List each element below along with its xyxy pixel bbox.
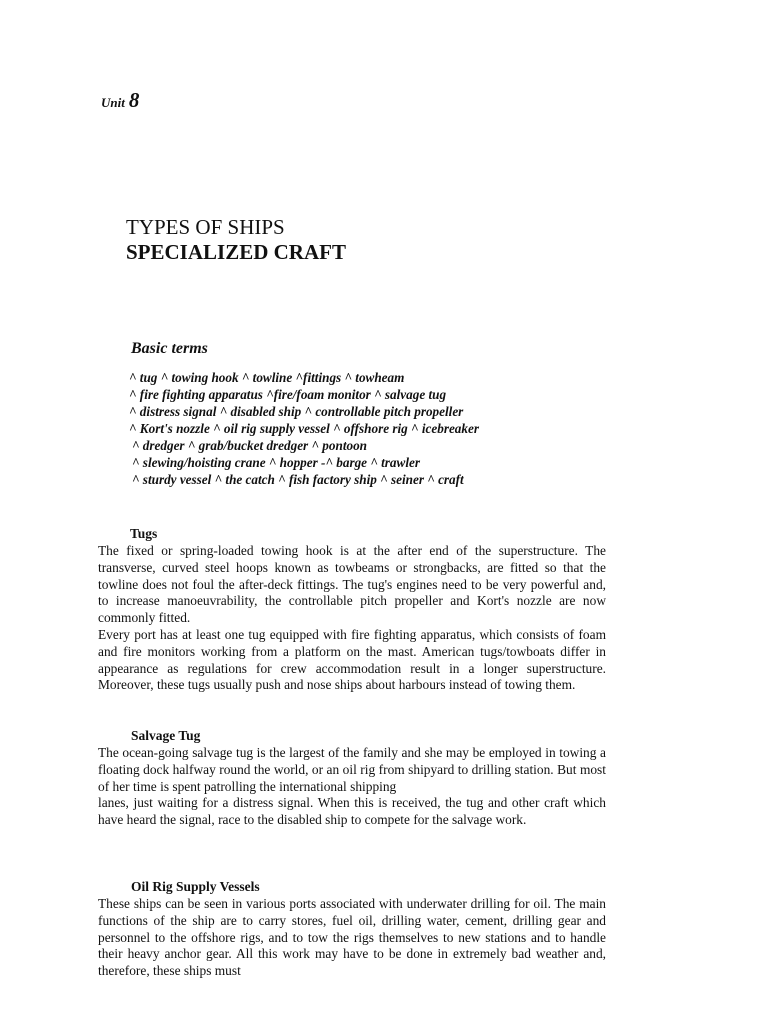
term-line: ^ slewing/hoisting crane ^ hopper -^ barge ^ trawler xyxy=(132,455,420,470)
basic-terms-list xyxy=(129,369,649,488)
term-line: ^ fire fighting apparatus ^fire/foam monitor ^ salvage tug xyxy=(129,387,447,402)
term-line: ^ tug ^ towing hook ^ towline ^fittings ^ towheam xyxy=(129,370,405,385)
term-line: ^ dredger ^ grab/bucket dredger ^ pontoon xyxy=(132,438,368,453)
section-body-oil-rig-supply xyxy=(98,896,606,980)
section-body-tugs xyxy=(98,543,606,694)
section-heading-salvage-tug: Salvage Tug xyxy=(131,728,201,743)
unit-word: Unit xyxy=(101,95,125,110)
page-title: TYPES OF SHIPS xyxy=(126,215,285,239)
section-body-salvage-tug xyxy=(98,745,606,829)
paragraph: lanes, just waiting for a distress signal. When this is received, the tug and other craft which have heard the signal, race to the disabled ship to compete for the salvage work. xyxy=(98,795,606,828)
unit-number: 8 xyxy=(128,88,140,112)
section-heading-oil-rig-supply: Oil Rig Supply Vessels xyxy=(131,879,260,894)
section-heading-tugs: Tugs xyxy=(130,526,158,541)
page-subtitle: SPECIALIZED CRAFT xyxy=(126,240,346,264)
term-line: ^ Kort's nozzle ^ oil rig supply vessel ^ offshore rig ^ icebreaker xyxy=(129,421,479,436)
paragraph: The fixed or spring-loaded towing hook is at the after end of the superstructure. The transverse, curved steel hoops known as towbeams or strongbacks, are fitted so that the towline does not foul the after-deck fittings. The tug's engines need to be very powerful and, to increase manoeuvrability, the controllable pitch propeller and Kort's nozzle are now commonly fitted. xyxy=(98,543,606,626)
paragraph: The ocean-going salvage tug is the largest of the family and she may be employed in towing a floating dock halfway round the world, or an oil rig from shipyard to drilling station. But most of her time is spent patrolling the international shipping xyxy=(98,745,606,794)
term-line: ^ distress signal ^ disabled ship ^ controllable pitch propeller xyxy=(129,404,464,419)
paragraph: These ships can be seen in various ports associated with underwater drilling for oil. The main functions of the ship are to carry stores, fuel oil, drilling water, cement, drilling gear and personnel to the offshore rigs, and to tow the rigs themselves to new stations and to handle their heavy anchor gear. All this work may have to be done in extremely bad weather and, therefore, these ships must xyxy=(98,896,606,979)
term-line: ^ sturdy vessel ^ the catch ^ fish factory ship ^ seiner ^ craft xyxy=(132,472,464,487)
paragraph: Every port has at least one tug equipped with fire fighting apparatus, which consists of foam and fire monitors working from a platform on the mast. American tugs/towboats differ in appearance as regulations for crew accommodation result in a longer superstructure. Moreover, these tugs usually push and nose ships about harbours instead of towing them. xyxy=(98,626,606,693)
unit-label xyxy=(101,88,139,113)
basic-terms-heading: Basic terms xyxy=(131,340,208,357)
